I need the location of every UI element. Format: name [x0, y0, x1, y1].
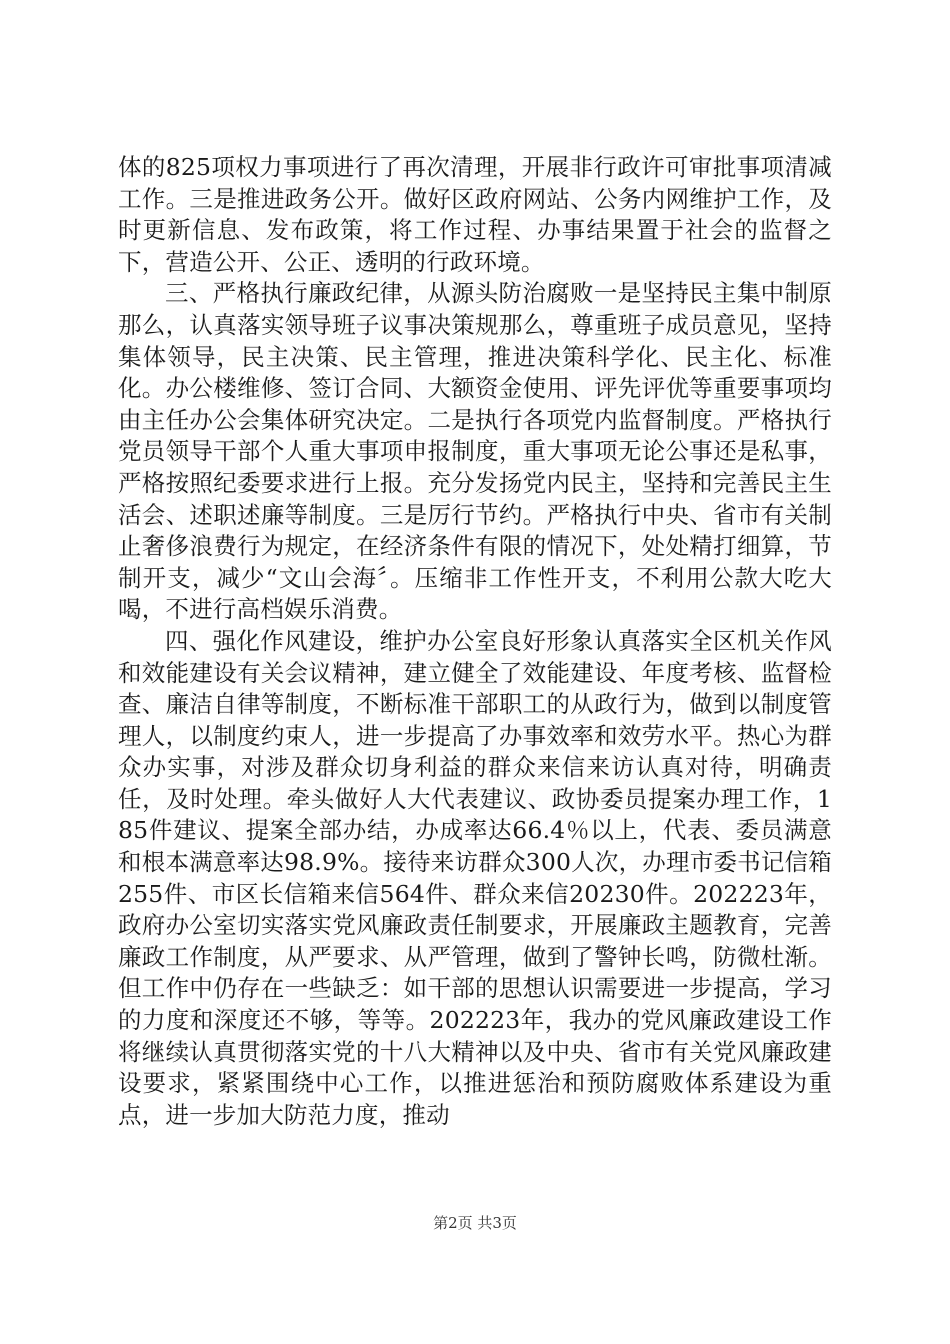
paragraph-section-three: 三、严格执行廉政纪律，从源头防治腐败一是坚持民主集中制原那么，认真落实领导班子议事决策规那么，尊重班子成员意见，坚持集体领导，民主决策、民主管理，推进决策科学化、民主化、标准化。办公楼维修、签订合同、大额资金使用、评先评优等重要事项均由主任办公会集体研究决定。二是执行各项党内监督制度。严格执行党员领导干部个人重大事项申报制度，重大事项无论公事还是私事，严格按照纪委要求进行上报。充分发扬党内民主，坚持和完善民主生活会、述职述廉等制度。三是厉行节约。严格执行中央、省市有关制止奢侈浪费行为规定，在经济条件有限的情况下，处处精打细算，节制开支，减少“文山会海〞。压缩非工作性开支，不利用公款大吃大喝，不进行高档娱乐消费。 [118, 279, 832, 624]
document-body [118, 152, 832, 1131]
paragraph-continuation: 体的825项权力事项进行了再次清理，开展非行政许可审批事项清减工作。三是推进政务公开。做好区政府网站、公务内网维护工作，及时更新信息、发布政策，将工作过程、办事结果置于社会的监督之下，营造公开、公正、透明的行政环境。 [118, 153, 832, 276]
page-footer: 第2页 共3页 [433, 1214, 517, 1232]
paragraph-section-four: 四、强化作风建设，维护办公室良好形象认真落实全区机关作风和效能建设有关会议精神，建立健全了效能建设、年度考核、监督检查、廉洁自律等制度，不断标准干部职工的从政行为，做到以制度管理人，以制度约束人，进一步提高了办事效率和效劳水平。热心为群众办实事，对涉及群众切身利益的群众来信来访认真对待，明确责任，及时处理。牵头做好人大代表建议、政协委员提案办理工作，185件建议、提案全部办结，办成率达66.4％以上，代表、委员满意和根本满意率达98.9%。接待来访群众300人次，办理市委书记信箱255件、市区长信箱来信564件、群众来信20230件。202223年，政府办公室切实落实党风廉政责任制要求，开展廉政主题教育，完善廉政工作制度，从严要求、从严管理，做到了警钟长鸣，防微杜渐。但工作中仍存在一些缺乏：如干部的思想认识需要进一步提高，学习的力度和深度还不够，等等。202223年，我办的党风廉政建设工作将继续认真贯彻落实党的十八大精神以及中央、省市有关党风廉政建设要求，紧紧围绕中心工作，以推进惩治和预防腐败体系建设为重点，进一步加大防范力度，推动 [118, 626, 832, 1129]
